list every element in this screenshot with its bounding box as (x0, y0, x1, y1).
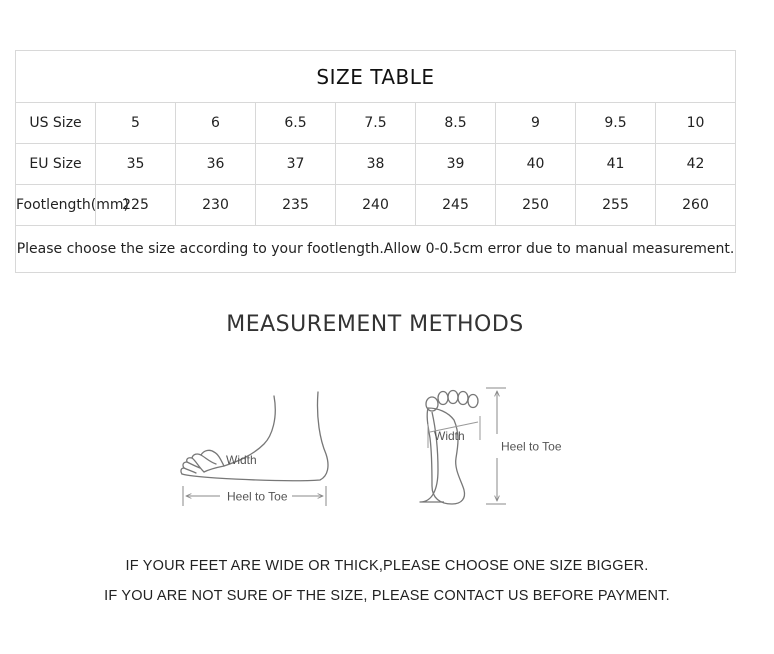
table-cell: 8.5 (416, 103, 496, 144)
sole-view-length-label: Heel to Toe (501, 439, 562, 454)
table-cell: 10 (656, 103, 736, 144)
row-header-footlength: Footlength(mm) (16, 185, 96, 226)
table-cell: 39 (416, 144, 496, 185)
table-cell: 35 (96, 144, 176, 185)
table-cell: 240 (336, 185, 416, 226)
table-cell: 42 (656, 144, 736, 185)
table-cell: 230 (176, 185, 256, 226)
size-table-title: SIZE TABLE (16, 51, 736, 103)
table-cell: 9 (496, 103, 576, 144)
table-cell: 235 (256, 185, 336, 226)
side-view-foot-icon (181, 392, 328, 481)
table-cell: 5 (96, 103, 176, 144)
table-cell: 6.5 (256, 103, 336, 144)
side-view-length-label: Heel to Toe (227, 489, 288, 504)
row-header-eu-size: EU Size (16, 144, 96, 185)
sole-view-width-label: Width (434, 429, 465, 443)
table-cell: 36 (176, 144, 256, 185)
table-row (16, 185, 736, 226)
table-cell: 6 (176, 103, 256, 144)
table-cell: 260 (656, 185, 736, 226)
table-cell: 37 (256, 144, 336, 185)
size-table (15, 50, 736, 273)
wide-feet-note: IF YOUR FEET ARE WIDE OR THICK,PLEASE CHOOSE ONE SIZE BIGGER. (125, 558, 649, 574)
sole-view-foot-icon (420, 391, 478, 505)
table-row (16, 144, 736, 185)
table-row (16, 103, 736, 144)
table-cell: 225 (96, 185, 176, 226)
size-table-note: Please choose the size according to your footlength.Allow 0-0.5cm error due to manual measurement. (16, 226, 736, 273)
table-cell: 9.5 (576, 103, 656, 144)
row-header-us-size: US Size (16, 103, 96, 144)
table-cell: 250 (496, 185, 576, 226)
side-view-width-label: Width (226, 453, 257, 467)
table-cell: 245 (416, 185, 496, 226)
table-cell: 41 (576, 144, 656, 185)
table-cell: 7.5 (336, 103, 416, 144)
contact-note: IF YOU ARE NOT SURE OF THE SIZE, PLEASE CONTACT US BEFORE PAYMENT. (104, 588, 670, 604)
table-cell: 40 (496, 144, 576, 185)
measurement-diagram (170, 378, 562, 518)
table-cell: 38 (336, 144, 416, 185)
measurement-methods-title: MEASUREMENT METHODS (226, 312, 524, 337)
table-cell: 255 (576, 185, 656, 226)
